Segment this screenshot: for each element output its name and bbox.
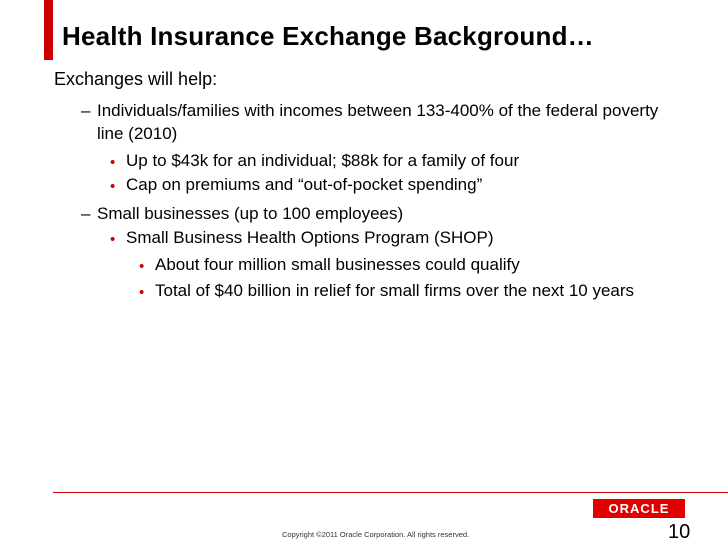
bullet-small-businesses: Small businesses (up to 100 employees) — [97, 204, 404, 223]
sub-sub-bullet-qualify: About four million small businesses could qualify — [155, 255, 520, 274]
intro-text: Exchanges will help: — [54, 69, 218, 89]
sub-bullet-income-limits: Up to $43k for an individual; $88k for a family of four — [126, 151, 520, 170]
bullet-marker: • — [139, 284, 145, 301]
sub-bullet-premium-cap: Cap on premiums and “out-of-pocket spending” — [126, 175, 483, 194]
bullet-marker: • — [110, 231, 116, 248]
dash-marker: – — [81, 101, 91, 120]
sub-sub-bullet-relief: Total of $40 billion in relief for small firms over the next 10 years — [155, 281, 635, 300]
page-number: 10 — [668, 521, 691, 543]
bullet-marker: • — [110, 154, 116, 171]
bullet-individuals-line2: line (2010) — [97, 124, 178, 143]
bullet-individuals-line1: Individuals/families with incomes between 133-400% of the federal poverty — [97, 101, 659, 120]
slide-title: Health Insurance Exchange Background… — [62, 21, 594, 51]
title-accent-bar — [44, 0, 53, 60]
dash-marker: – — [81, 204, 91, 223]
bullet-marker: • — [139, 258, 145, 275]
footer-divider — [53, 492, 728, 493]
sub-bullet-shop: Small Business Health Options Program (SHOP) — [126, 228, 494, 247]
bullet-marker: • — [110, 178, 116, 195]
copyright-notice: Copyright ©2011 Oracle Corporation. All rights reserved. — [282, 530, 470, 539]
oracle-logo: ORACLE — [593, 499, 685, 518]
